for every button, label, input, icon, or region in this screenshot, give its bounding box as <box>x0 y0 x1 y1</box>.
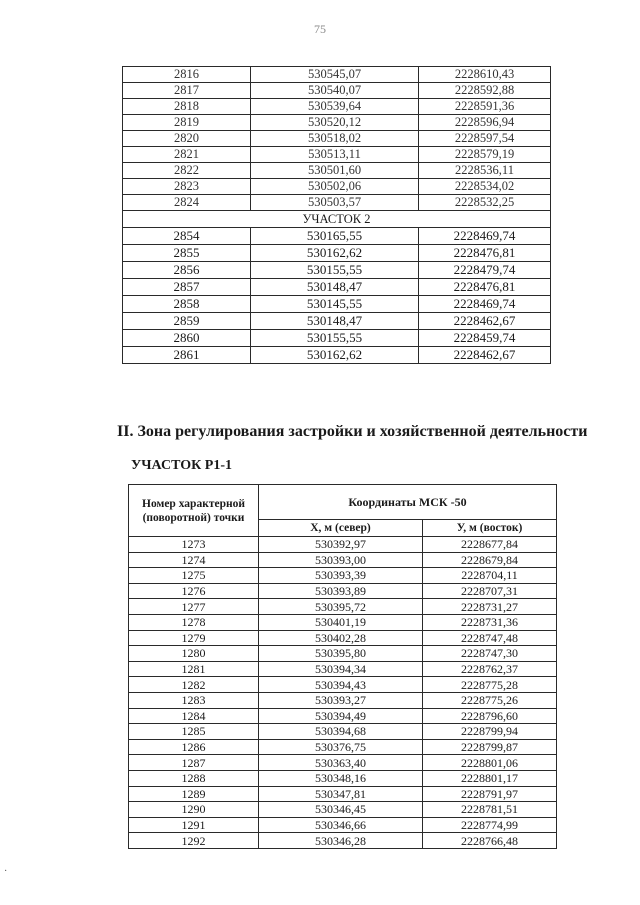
table-row <box>129 692 557 708</box>
x-coordinate-cell: 530348,16 <box>259 770 423 786</box>
y-coordinate-cell: 2228775,28 <box>423 677 557 693</box>
point-number-cell: 1283 <box>129 692 259 708</box>
y-coordinate-cell: 2228774,99 <box>423 817 557 833</box>
y-coordinate-cell: 2228801,06 <box>423 755 557 771</box>
point-number-cell: 1275 <box>129 568 259 584</box>
table-row <box>129 646 557 662</box>
point-number-cell: 1278 <box>129 614 259 630</box>
table-row <box>123 115 551 131</box>
table-row <box>123 347 551 364</box>
table-row <box>129 786 557 802</box>
coordinates-table-continued <box>122 66 551 364</box>
y-coordinate-cell: 2228679,84 <box>423 552 557 568</box>
point-number-cell: 1290 <box>129 802 259 818</box>
y-coordinate-cell: 2228469,74 <box>419 296 551 313</box>
y-coordinate-cell: 2228791,97 <box>423 786 557 802</box>
y-coordinate-cell: 2228462,67 <box>419 347 551 364</box>
x-coordinate-cell: 530513,11 <box>251 147 419 163</box>
y-coordinate-cell: 2228801,17 <box>423 770 557 786</box>
x-coordinate-cell: 530162,62 <box>251 245 419 262</box>
table-row <box>123 228 551 245</box>
table-row <box>129 537 557 553</box>
y-coordinate-cell: 2228731,27 <box>423 599 557 615</box>
point-number-cell: 2817 <box>123 83 251 99</box>
y-coordinate-cell: 2228677,84 <box>423 537 557 553</box>
y-coordinate-cell: 2228479,74 <box>419 262 551 279</box>
point-number-cell: 2821 <box>123 147 251 163</box>
table-row <box>129 755 557 771</box>
y-coordinate-cell: 2228476,81 <box>419 245 551 262</box>
table-row <box>123 195 551 211</box>
x-coordinate-cell: 530402,28 <box>259 630 423 646</box>
y-coordinate-cell: 2228775,26 <box>423 692 557 708</box>
table-row <box>123 279 551 296</box>
table-row <box>129 583 557 599</box>
y-coordinate-cell: 2228747,30 <box>423 646 557 662</box>
x-coordinate-cell: 530376,75 <box>259 739 423 755</box>
table-row <box>129 552 557 568</box>
x-coordinate-cell: 530540,07 <box>251 83 419 99</box>
point-number-cell: 2854 <box>123 228 251 245</box>
point-number-cell: 2823 <box>123 179 251 195</box>
y-coordinate-cell: 2228592,88 <box>419 83 551 99</box>
point-number-cell: 1273 <box>129 537 259 553</box>
coordinates-table-body <box>123 67 551 364</box>
table-row <box>123 131 551 147</box>
point-number-cell: 2818 <box>123 99 251 115</box>
x-coordinate-cell: 530395,80 <box>259 646 423 662</box>
y-coordinate-cell: 2228796,60 <box>423 708 557 724</box>
x-coordinate-cell: 530394,68 <box>259 724 423 740</box>
point-number-cell: 1279 <box>129 630 259 646</box>
point-number-cell: 1277 <box>129 599 259 615</box>
x-coordinate-cell: 530155,55 <box>251 330 419 347</box>
x-coordinate-cell: 530393,27 <box>259 692 423 708</box>
x-coordinate-cell: 530394,49 <box>259 708 423 724</box>
y-coordinate-cell: 2228459,74 <box>419 330 551 347</box>
table-row <box>123 296 551 313</box>
table-row <box>129 599 557 615</box>
point-number-cell: 2861 <box>123 347 251 364</box>
point-number-cell: 1281 <box>129 661 259 677</box>
y-coordinate-cell: 2228579,19 <box>419 147 551 163</box>
y-coordinate-cell: 2228610,43 <box>419 67 551 83</box>
x-coordinate-cell: 530520,12 <box>251 115 419 131</box>
table-row <box>123 245 551 262</box>
point-number-cell: 2816 <box>123 67 251 83</box>
y-coordinate-cell: 2228799,87 <box>423 739 557 755</box>
table-row <box>123 179 551 195</box>
y-coordinate-cell: 2228534,02 <box>419 179 551 195</box>
y-coordinate-cell: 2228597,54 <box>419 131 551 147</box>
point-number-cell: 2822 <box>123 163 251 179</box>
point-number-cell: 2859 <box>123 313 251 330</box>
y-coordinate-cell: 2228704,11 <box>423 568 557 584</box>
point-number-cell: 1291 <box>129 817 259 833</box>
x-coordinate-cell: 530518,02 <box>251 131 419 147</box>
point-number-cell: 1287 <box>129 755 259 771</box>
point-number-cell: 1285 <box>129 724 259 740</box>
y-coordinate-cell: 2228781,51 <box>423 802 557 818</box>
table-row <box>129 630 557 646</box>
x-coordinate-cell: 530148,47 <box>251 279 419 296</box>
x-coordinate-cell: 530393,39 <box>259 568 423 584</box>
x-coordinate-cell: 530155,55 <box>251 262 419 279</box>
y-coordinate-cell: 2228762,37 <box>423 661 557 677</box>
y-coordinate-cell: 2228536,11 <box>419 163 551 179</box>
point-number-cell: 1288 <box>129 770 259 786</box>
point-number-cell: 1276 <box>129 583 259 599</box>
y-coordinate-cell: 2228591,36 <box>419 99 551 115</box>
y-coordinate-cell: 2228799,94 <box>423 724 557 740</box>
x-coordinate-cell: 530539,64 <box>251 99 419 115</box>
table-row <box>129 708 557 724</box>
table-row <box>123 147 551 163</box>
point-number-cell: 1284 <box>129 708 259 724</box>
y-coordinate-cell: 2228532,25 <box>419 195 551 211</box>
point-number-cell: 2855 <box>123 245 251 262</box>
table-row <box>123 262 551 279</box>
point-number-cell: 1280 <box>129 646 259 662</box>
x-coordinate-cell: 530392,97 <box>259 537 423 553</box>
x-coordinate-cell: 530502,06 <box>251 179 419 195</box>
point-number-cell: 2857 <box>123 279 251 296</box>
coordinates-table-r1-1 <box>128 484 557 849</box>
y-coordinate-cell: 2228476,81 <box>419 279 551 296</box>
y-coordinate-cell: 2228747,48 <box>423 630 557 646</box>
table-row <box>129 614 557 630</box>
section-heading: II. Зона регулирования застройки и хозяйственной деятельности <box>117 423 588 440</box>
x-coordinate-cell: 530346,66 <box>259 817 423 833</box>
table-row <box>129 677 557 693</box>
point-number-cell: 1292 <box>129 833 259 849</box>
point-number-cell: 1282 <box>129 677 259 693</box>
point-number-cell: 2860 <box>123 330 251 347</box>
point-number-cell: 1286 <box>129 739 259 755</box>
x-coordinate-cell: 530162,62 <box>251 347 419 364</box>
x-coordinate-cell: 530395,72 <box>259 599 423 615</box>
x-coordinate-cell: 530394,34 <box>259 661 423 677</box>
table-row <box>123 313 551 330</box>
y-coordinate-cell: 2228707,31 <box>423 583 557 599</box>
table-row <box>129 661 557 677</box>
table-row <box>123 67 551 83</box>
y-coordinate-cell: 2228469,74 <box>419 228 551 245</box>
table-row <box>129 802 557 818</box>
point-number-cell: 2858 <box>123 296 251 313</box>
x-coordinate-cell: 530545,07 <box>251 67 419 83</box>
header-y: У, м (восток) <box>423 520 557 537</box>
section-label: УЧАСТОК 2 <box>123 211 551 228</box>
y-coordinate-cell: 2228596,94 <box>419 115 551 131</box>
point-number-cell: 2824 <box>123 195 251 211</box>
header-point-number: Номер характерной (поворотной) точки <box>129 485 259 537</box>
x-coordinate-cell: 530363,40 <box>259 755 423 771</box>
page-number: 75 <box>314 22 326 36</box>
table-row <box>129 770 557 786</box>
table-row <box>129 724 557 740</box>
table-row <box>129 833 557 849</box>
x-coordinate-cell: 530346,45 <box>259 802 423 818</box>
x-coordinate-cell: 530165,55 <box>251 228 419 245</box>
point-number-cell: 1289 <box>129 786 259 802</box>
x-coordinate-cell: 530145,55 <box>251 296 419 313</box>
x-coordinate-cell: 530148,47 <box>251 313 419 330</box>
table-row <box>123 163 551 179</box>
x-coordinate-cell: 530393,89 <box>259 583 423 599</box>
scan-speck: · <box>4 866 8 877</box>
plot-subheading: УЧАСТОК Р1-1 <box>131 458 232 473</box>
coordinates-table-body <box>129 537 557 849</box>
x-coordinate-cell: 530346,28 <box>259 833 423 849</box>
header-coordinates: Координаты МСК -50 <box>259 485 557 520</box>
table-row <box>129 817 557 833</box>
x-coordinate-cell: 530503,57 <box>251 195 419 211</box>
y-coordinate-cell: 2228766,48 <box>423 833 557 849</box>
section-row <box>123 211 551 228</box>
table-row <box>123 330 551 347</box>
x-coordinate-cell: 530394,43 <box>259 677 423 693</box>
header-x: Х, м (север) <box>259 520 423 537</box>
table-row <box>129 739 557 755</box>
x-coordinate-cell: 530347,81 <box>259 786 423 802</box>
point-number-cell: 2820 <box>123 131 251 147</box>
point-number-cell: 1274 <box>129 552 259 568</box>
point-number-cell: 2819 <box>123 115 251 131</box>
x-coordinate-cell: 530401,19 <box>259 614 423 630</box>
y-coordinate-cell: 2228462,67 <box>419 313 551 330</box>
x-coordinate-cell: 530393,00 <box>259 552 423 568</box>
table-row <box>123 83 551 99</box>
table-row <box>129 568 557 584</box>
x-coordinate-cell: 530501,60 <box>251 163 419 179</box>
table-row <box>123 99 551 115</box>
y-coordinate-cell: 2228731,36 <box>423 614 557 630</box>
point-number-cell: 2856 <box>123 262 251 279</box>
